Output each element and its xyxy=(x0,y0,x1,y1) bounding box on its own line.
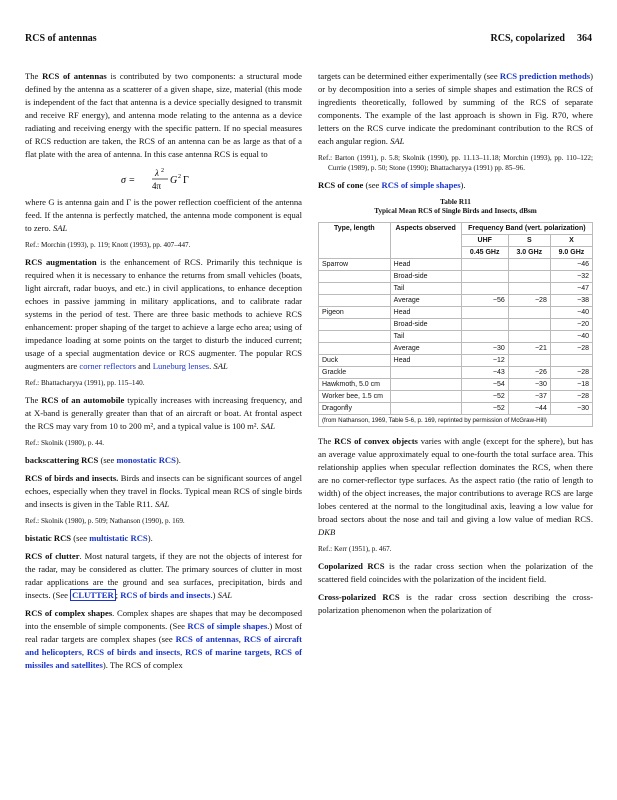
table-title: Typical Mean RCS of Single Birds and Insects, dBsm xyxy=(374,207,537,215)
entry-copolarized-rcs xyxy=(318,560,593,586)
left-column xyxy=(25,70,302,677)
term-rcs-of-clutter: RCS of clutter xyxy=(25,551,80,561)
cell-type: Pigeon xyxy=(319,307,391,319)
punct: ; xyxy=(115,590,119,600)
entry-rcs-of-birds-and-insects xyxy=(25,472,302,511)
table-row xyxy=(319,307,593,319)
eq-denominator: 4π xyxy=(151,181,161,191)
link-luneburg-lenses[interactable]: Luneburg lenses xyxy=(152,361,210,371)
entry-text: is the radar cross section when the polarization of the scattered field coincides with the polarization of the incident field. xyxy=(318,561,593,584)
page-header xyxy=(25,33,592,47)
entry-rcs-of-cone xyxy=(318,179,593,192)
cell-aspect: Head xyxy=(390,259,461,271)
cell-aspect: Head xyxy=(390,355,461,367)
cell-aspect: Tail xyxy=(390,331,461,343)
table-number: Table R11 xyxy=(440,198,471,206)
cell-uhf: −30 xyxy=(461,343,508,355)
table-row xyxy=(319,403,593,415)
equation-graphic xyxy=(119,166,209,192)
cell-x: −20 xyxy=(550,319,592,331)
term-bistatic-rcs: bistatic RCS xyxy=(25,533,72,543)
cell-x: −47 xyxy=(550,283,592,295)
th-band-x: X xyxy=(550,235,592,247)
entry-text: varies with angle (except for the sphere), but has an average value approximately equal to one-fourth the total surface area. This relationship applies when specular reflection dominates the RCS, when there are no corner-reflector type surfaces. As the aspect ratio (the ratio of length to width) of the object increases, the major contributions to average RCS are large lobes centered at the normal to the longitudinal axis, leaving a low value for broad sectors about the nose and tail and giving a low value of median RCS. xyxy=(318,436,593,524)
table-row xyxy=(319,367,593,379)
reference: Ref.: Bhattacharyya (1991), pp. 115–140. xyxy=(25,379,145,387)
punct: .) xyxy=(210,590,216,600)
term-rcs-of-birds-and-insects: RCS of birds and insects. xyxy=(25,473,119,483)
cell-aspect xyxy=(390,379,461,391)
entry-text: is the radar cross section describing the cross-polarization phenomenon when the polarization of xyxy=(318,592,593,615)
see: (see xyxy=(365,180,380,190)
th-freq-uhf: 0.45 GHz xyxy=(461,247,508,259)
cell-uhf: −52 xyxy=(461,403,508,415)
eq-gain: G xyxy=(169,175,177,186)
cell-uhf: −52 xyxy=(461,391,508,403)
cell-s xyxy=(508,283,550,295)
page-number: 364 xyxy=(577,33,592,44)
link-rcs-prediction-methods[interactable]: RCS prediction methods xyxy=(499,71,591,81)
rcs-table xyxy=(318,222,593,427)
link-rcs-of-simple-shapes[interactable]: RCS of simple shapes xyxy=(187,621,268,631)
th-freq-s: 3.0 GHz xyxy=(508,247,550,259)
reference: Ref.: Kerr (1951), p. 467. xyxy=(318,545,392,553)
term-rcs-of-complex-shapes: RCS of complex shapes xyxy=(25,608,113,618)
cell-aspect: Tail xyxy=(390,283,461,295)
th-freq-x: 9.0 GHz xyxy=(550,247,592,259)
entry-text: . Complex shapes are shapes that may be decomposed into the ensemble of simple components. (See xyxy=(25,608,302,631)
cell-x: −30 xyxy=(550,403,592,415)
cell-type xyxy=(319,331,391,343)
term-rcs-augmentation: RCS augmentation xyxy=(25,257,97,267)
link-rcs-of-simple-shapes[interactable]: RCS of simple shapes xyxy=(381,180,461,190)
cell-uhf xyxy=(461,271,508,283)
cell-x: −40 xyxy=(550,331,592,343)
author-sig: DKB xyxy=(318,527,336,537)
table-row xyxy=(319,319,593,331)
running-head-left: RCS of antennas xyxy=(25,33,97,44)
entry-text: . Most natural targets, if they are not the objects of interest for the radar, may be considered as clutter. The primary sources of clutter in most radar applications are the ground and sea surfaces, precipitation, birds and insects. (See xyxy=(25,551,302,600)
link-clutter[interactable]: CLUTTER xyxy=(72,590,114,600)
cell-x xyxy=(550,355,592,367)
cell-x: −38 xyxy=(550,295,592,307)
cell-uhf: −54 xyxy=(461,379,508,391)
cell-x: −28 xyxy=(550,343,592,355)
entry-rcs-of-automobile: The RCS of an automobile typically increases with increasing frequency, and at X-band is generally greater than that of an aircraft or boat. At frontal aspect the RCS may vary from 10 to 200 m², and a typical value is 100 m². SAL xyxy=(25,395,303,431)
cell-s: −26 xyxy=(508,367,550,379)
cell-aspect xyxy=(390,391,461,403)
equation-explanation xyxy=(25,196,302,235)
link-corner-reflectors[interactable]: corner reflectors xyxy=(79,361,136,371)
table-row xyxy=(319,355,593,367)
entry-backscattering-rcs xyxy=(25,454,302,467)
cell-x: −32 xyxy=(550,271,592,283)
cell-aspect: Average xyxy=(390,343,461,355)
cell-type: Duck xyxy=(319,355,391,367)
entry-continued xyxy=(318,70,593,148)
eq-sigma: σ = xyxy=(120,175,135,186)
table-row xyxy=(319,331,593,343)
th-type: Type, length xyxy=(319,223,391,259)
cell-type xyxy=(319,295,391,307)
cell-x: −18 xyxy=(550,379,592,391)
entry-rcs-of-antennas: The RCS of antennas is contributed by two components: a structural mode defined by the antenna as a scatterer of a given shape, size, material (this mode is independent of the fact that antenna is a device specially designed to transmit and receive RF energy), and antenna mode relating to the antenna as a device radiating and receiving energy with the specific pattern. If no special measures of RCS reduction are taken, the RCS of an antenna can be as large as that of a flat plate with the area of antenna. In this case antenna RCS is equal to xyxy=(25,71,302,159)
entry-text: Birds and insects can be significant sources of angel echoes, especially when they travel in flocks. Typical mean RCS of single birds and insects is given in the Table R11. xyxy=(25,473,303,509)
cell-aspect: Broad-side xyxy=(390,319,461,331)
eq-num-exp: 2 xyxy=(160,168,164,174)
term-cross-polarized-rcs: Cross-polarized RCS xyxy=(318,592,400,602)
entry-bistatic-rcs xyxy=(25,532,302,545)
term-rcs-of-convex-objects: RCS of convex objects xyxy=(334,436,418,446)
entry-rcs-of-convex-objects: The RCS of convex objects varies with angle (except for the sphere), but has an average value approximately equal to one-fourth the total surface area. This relationship applies when specular reflection dominates the RCS, when there are no corner-reflector type surfaces. As the aspect ratio (the ratio of length to width) of the object increases, the major contributions to average RCS are large lobes centered at the normal to the longitudinal axis, leaving a low value for broad sectors about the nose and tail and giving a low value of median RCS. DKB xyxy=(318,436,593,537)
cell-x: −46 xyxy=(550,259,592,271)
cell-aspect: Head xyxy=(390,307,461,319)
cell-type: Sparrow xyxy=(319,259,391,271)
author-sig: SAL xyxy=(390,136,405,146)
cell-aspect: Average xyxy=(390,295,461,307)
running-head-title: RCS, copolarized xyxy=(490,33,565,44)
eq-gamma: Γ xyxy=(182,175,189,186)
rcs-table-body xyxy=(319,259,593,415)
table-row xyxy=(319,343,593,355)
table-caption xyxy=(318,198,593,216)
see: (see xyxy=(100,455,115,465)
cell-uhf: −12 xyxy=(461,355,508,367)
entry-text: typically increases with increasing frequency, and at X-band is generally greater than that of an aircraft or boat. At frontal aspect the RCS may vary from 10 to 200 m², and a typical value is 100 m². xyxy=(25,395,303,431)
author-sig: SAL xyxy=(260,421,276,431)
cell-s xyxy=(508,259,550,271)
cell-type: Grackle xyxy=(319,367,391,379)
term-rcs-of-antennas: RCS of antennas xyxy=(42,71,107,81)
cell-uhf xyxy=(461,331,508,343)
cell-aspect xyxy=(390,367,461,379)
link-rcs-of-antennas[interactable]: RCS of antennas xyxy=(175,634,239,644)
reference: Ref.: Skolnik (1980), p. 509; Nathanson (1990), p. 169. xyxy=(25,517,185,525)
table-row xyxy=(319,391,593,403)
author-sig: SAL xyxy=(154,499,170,509)
entry-text: ). The RCS of complex xyxy=(102,660,183,670)
author-sig: SAL xyxy=(52,223,68,233)
entry-text: ) or by decomposition into a series of simple shapes and estimation the RCS of ingredients theoretically, followed by summing of the RCS of separate components. The example of the last approach is shown in Fig. R70, where letters on the RCS curve indicate the predominant contribution to the RCS of each angular region. xyxy=(318,71,593,146)
cell-s: −28 xyxy=(508,295,550,307)
cell-type xyxy=(319,319,391,331)
table-row xyxy=(319,295,593,307)
eq-numerator: λ xyxy=(154,168,159,178)
conj: and xyxy=(138,361,151,371)
term-rcs-of-automobile: RCS of an automobile xyxy=(41,395,125,405)
cell-type: Hawkmoth, 5.0 cm xyxy=(319,379,391,391)
cell-aspect xyxy=(390,403,461,415)
cell-s: −30 xyxy=(508,379,550,391)
reference: Ref.: Morchin (1993), p. 119; Knott (1993), pp. 407–447. xyxy=(25,241,191,249)
table-row xyxy=(319,283,593,295)
cell-uhf xyxy=(461,283,508,295)
link-rcs-of-birds[interactable]: RCS of birds and insects xyxy=(86,647,181,657)
cell-type: Worker bee, 1.5 cm xyxy=(319,391,391,403)
entry-rcs-of-clutter xyxy=(25,550,302,602)
cell-uhf xyxy=(461,319,508,331)
th-frequency: Frequency Band (vert. polarization) xyxy=(461,223,592,235)
link-rcs-of-aircraft[interactable]: RCS of aircraft and helicopters xyxy=(25,634,303,657)
entry-cross-polarized-rcs xyxy=(318,591,593,617)
punct: ). xyxy=(460,180,466,190)
th-band-s: S xyxy=(508,235,550,247)
eq-gain-exp: 2 xyxy=(177,174,181,180)
link-multistatic-rcs[interactable]: multistatic RCS xyxy=(89,533,148,543)
table-row xyxy=(319,271,593,283)
reference: Ref.: Skolnik (1980), p. 44. xyxy=(25,439,105,447)
cell-x: −28 xyxy=(550,391,592,403)
link-rcs-of-birds-and-insects[interactable]: RCS of birds and insects xyxy=(120,590,211,600)
term-backscattering-rcs: backscattering RCS xyxy=(25,455,99,465)
entry-rcs-augmentation: RCS augmentation is the enhancement of RCS. Primarily this technique is required when it is necessary to enhance the returns from small vehicles (boats, light aircraft, radar buoys, and etc.) in civil applications, to enhance deception echoes in passive jamming in military applications, and to calibrate radar systems in the period of test. There are three basic methods to achieve RCS enhancement: proper shaping of the target to achieve a large echo area; using of impedance loading at some points on the target to disturb the induced current; usage of a special augmentation device or RCS augmenter. The popular RCS augmenters are corner reflectors and Luneburg lenses. SAL xyxy=(25,257,302,371)
link-rcs-of-marine-targets[interactable]: RCS of marine targets xyxy=(185,647,270,657)
cell-uhf xyxy=(461,259,508,271)
cell-s: −44 xyxy=(508,403,550,415)
reference: Ref.: Barton (1991), p. 5.8; Skolnik (1990), pp. 11.13–11.18; Morchin (1993), pp. 110–122; Currie (1989), p. 50; Stone (1990); Bhattacharyya (1991) pp. 85–96. xyxy=(318,154,593,172)
entry-text: is the enhancement of RCS. Primarily this technique is required when it is necessary to enhance the returns from small vehicles (boats, light aircraft, radar buoys, and etc.) in civil applications, to enhance deception echoes in passive jamming in military applications, and to calibrate radar systems in the period of test. There are three basic methods to achieve RCS enhancement: proper shaping of the target to achieve a large echo area; using of impedance loading at some points on the target to disturb the induced current; usage of a special augmentation device or RCS augmenter. The popular RCS augmenters are xyxy=(25,257,302,371)
cell-s xyxy=(508,307,550,319)
cell-type: Dragonfly xyxy=(319,403,391,415)
th-aspects: Aspects observed xyxy=(390,223,461,259)
term-copolarized-rcs: Copolarized RCS xyxy=(318,561,385,571)
explanation-text: where G is antenna gain and Γ is the power reflection coefficient of the antenna feed. If the antenna is perfectly matched, the antenna mode component is equal to zero. xyxy=(25,197,302,233)
cell-type xyxy=(319,271,391,283)
cell-s xyxy=(508,331,550,343)
cell-s xyxy=(508,271,550,283)
right-column xyxy=(318,70,593,622)
cell-uhf xyxy=(461,307,508,319)
term-rcs-of-cone: RCS of cone xyxy=(318,180,364,190)
table-source: (from Nathanson, 1969, Table 5-6, p. 169, reprinted by permission of McGraw-Hill) xyxy=(319,415,593,427)
entry-text: is contributed by two components: a structural mode defined by the antenna as a scatterer of a given shape, size, material (this mode is independent of the fact that antenna is a device specially designed to transmit and receive RF energy), and antenna mode relating to the antenna as a device radiating and receiving energy with the specific pattern. If no special measures of RCS reduction are taken, the RCS of an antenna can be as large as that of a flat plate with the area of antenna. In this case antenna RCS is equal to xyxy=(25,71,302,159)
cell-x: −40 xyxy=(550,307,592,319)
cell-aspect: Broad-side xyxy=(390,271,461,283)
cell-s: −21 xyxy=(508,343,550,355)
entry-text: targets can be determined either experimentally (see xyxy=(318,71,498,81)
running-head-right xyxy=(479,33,592,44)
link-rcs-of-missiles[interactable]: RCS of missiles and satellites xyxy=(25,647,303,670)
equation-antenna-rcs xyxy=(25,166,302,192)
cell-type xyxy=(319,283,391,295)
entry-rcs-of-complex-shapes: RCS of complex shapes. Complex shapes are shapes that may be decomposed into the ensemble of simple components. (See RCS of simple shapes.) Most of real radar targets are complex shapes (see RCS of antennas, RCS of aircraft and helicopters, RCS of birds and insects, RCS of marine targets, RCS of missiles and satellites). The RCS of complex xyxy=(25,608,303,670)
table-row xyxy=(319,379,593,391)
cell-x: −28 xyxy=(550,367,592,379)
punct: ). xyxy=(175,455,181,465)
cell-type xyxy=(319,343,391,355)
see: (see xyxy=(73,533,88,543)
cell-s: −37 xyxy=(508,391,550,403)
cell-s xyxy=(508,355,550,367)
link-monostatic-rcs[interactable]: monostatic RCS xyxy=(116,455,176,465)
table-row xyxy=(319,259,593,271)
cell-uhf: −43 xyxy=(461,367,508,379)
cell-uhf: −56 xyxy=(461,295,508,307)
entry-text: .) Most of real radar targets are complex shapes (see xyxy=(25,621,302,644)
punct: ). xyxy=(147,533,153,543)
author-sig: SAL xyxy=(217,590,232,600)
author-sig: SAL xyxy=(213,361,228,371)
th-band-uhf: UHF xyxy=(461,235,508,247)
cell-s xyxy=(508,319,550,331)
